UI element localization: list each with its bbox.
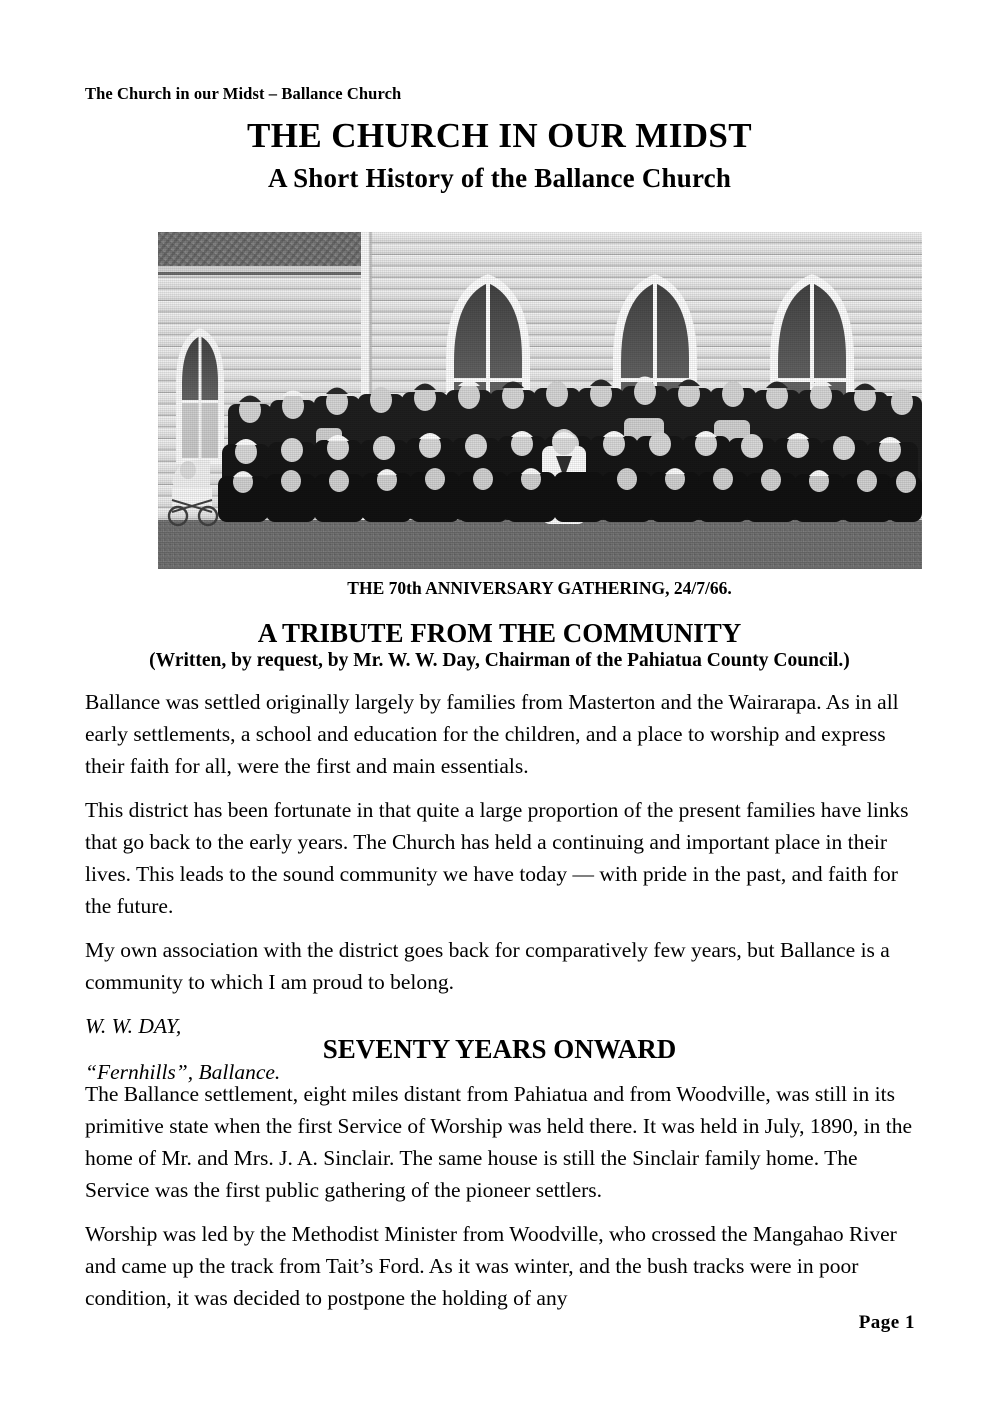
photograph-artwork bbox=[158, 232, 922, 569]
anniversary-photograph-figure bbox=[158, 232, 922, 598]
tribute-subheading: (Written, by request, by Mr. W. W. Day, Chairman of the Pahiatua County Council.) bbox=[149, 650, 850, 671]
tribute-heading: A TRIBUTE FROM THE COMMUNITY bbox=[257, 618, 742, 648]
page-title: THE CHURCH IN OUR MIDST bbox=[246, 116, 753, 155]
paragraph: This district has been fortunate in that quite a large proportion of the present families have links that go back to the early years. The Church has held a continuing and important place in their lives. This leads to the sound community we have today — with pride in the past, and faith for the future. bbox=[85, 798, 909, 918]
paragraph: The Ballance settlement, eight miles distant from Pahiatua and from Woodville, was still in its primitive state when the first Service of Worship was held there. It was held in July, 1890, in the home of Mr. and Mrs. J. A. Sinclair. The same house is still the Sinclair family home. The Service was the first public gathering of the pioneer settlers. bbox=[85, 1082, 913, 1202]
paragraph: Worship was led by the Methodist Minister from Woodville, who crossed the Mangahao River and came up the track from Tait’s Ford. As it was winter, and the bush tracks were in poor condition, it was decided to postpone the holding of any bbox=[85, 1222, 897, 1310]
seventy-years-heading: SEVENTY YEARS ONWARD bbox=[322, 1034, 677, 1064]
paragraph: My own association with the district goes back for comparatively few years, but Ballance is a community to which I am proud to belong. bbox=[85, 938, 890, 994]
page-subtitle: A Short History of the Ballance Church bbox=[267, 163, 732, 193]
seventy-years-body bbox=[85, 1078, 915, 1326]
running-head: The Church in our Midst – Ballance Church bbox=[85, 84, 402, 103]
signature-name: W. W. DAY, bbox=[85, 1014, 182, 1038]
congregation-crowd bbox=[169, 377, 922, 526]
photograph-caption: THE 70th ANNIVERSARY GATHERING, 24/7/66. bbox=[347, 578, 732, 598]
paragraph: Ballance was settled originally largely by families from Masterton and the Wairarapa. As in all early settlements, a school and education for the children, and a place to worship and express their faith for all, were the first and main essentials. bbox=[85, 690, 899, 778]
church-window-small bbox=[176, 328, 224, 464]
anniversary-photograph bbox=[158, 232, 922, 569]
page-number-footer: Page 1 bbox=[858, 1312, 915, 1333]
signature-address: “Fernhills”, Ballance. bbox=[85, 1060, 281, 1084]
